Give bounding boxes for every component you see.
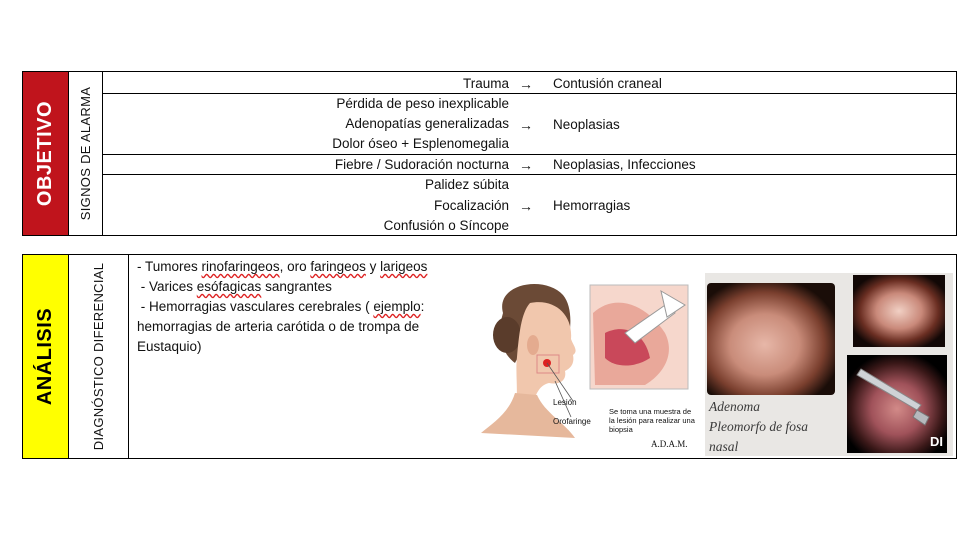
signos-alarma-label: SIGNOS DE ALARMA [78,86,94,221]
photo-adenoma-main [707,283,835,395]
sign-fiebre: Fiebre / Sudoración nocturna [334,157,509,172]
analisis-header [23,255,69,458]
arrow-icon: → [519,76,533,92]
analisis-title: ANÁLISIS [34,307,56,406]
result-contusion: Contusión craneal [553,76,662,91]
sign-palidez: Palidez súbita [424,177,509,192]
arrow-icon: → [519,157,533,173]
sign-dolor-oseo: Dolor óseo + Esplenomegalia [332,136,509,151]
photo-adenoma-detail [853,275,945,347]
differential-list [137,257,457,357]
result-hemorragias: Hemorragias [553,198,631,213]
result-neoplasias-infecciones: Neoplasias, Infecciones [553,157,696,172]
row-divider [103,174,956,175]
photo-forceps [847,355,947,453]
list-item: hemorragias de arteria carótida o de trompa de [137,319,420,334]
objetivo-table [22,71,957,236]
sign-confusion: Confusión o Síncope [383,218,509,233]
objetivo-subheader [69,72,103,235]
adam-logo: A.D.A.M. [651,439,688,449]
list-item: - Tumores rinofaringeos, oro faringeos y larigeos [137,259,428,274]
row-divider [103,154,956,155]
sign-trauma: Trauma [462,76,509,91]
arrow-icon: → [519,117,533,133]
sign-perdida-peso: Pérdida de peso inexplicable [336,96,509,111]
di-badge: DI [930,434,943,449]
label-orofaringe: Orofaringe [553,417,591,426]
diagnostico-diferencial-label: DIAGNÓSTICO DIFERENCIAL [91,262,107,451]
objetivo-body [103,72,956,235]
analisis-table [22,254,957,459]
sign-focalizacion: Focalización [433,198,509,213]
endoscopy-photo [705,273,953,456]
biopsy-illustration [475,273,695,456]
list-item: Eustaquio) [137,339,202,354]
list-item: - Varices esófagicas sangrantes [137,279,332,294]
photo-caption: Adenoma Pleomorfo de fosa nasal [709,399,808,454]
result-neoplasias: Neoplasias [553,117,620,132]
biopsy-caption: Se toma una muestra de la lesión para realizar una biopsia [609,407,695,434]
sign-adenopatias: Adenopatías generalizadas [345,116,509,131]
list-item: - Hemorragias vasculares cerebrales ( ejemplo: [137,299,425,314]
objetivo-header [23,72,69,235]
analisis-subheader [69,255,129,458]
row-divider [103,93,956,94]
label-lesion: Lesión [553,398,577,407]
objetivo-title: OBJETIVO [34,100,57,207]
arrow-icon: → [519,198,533,214]
